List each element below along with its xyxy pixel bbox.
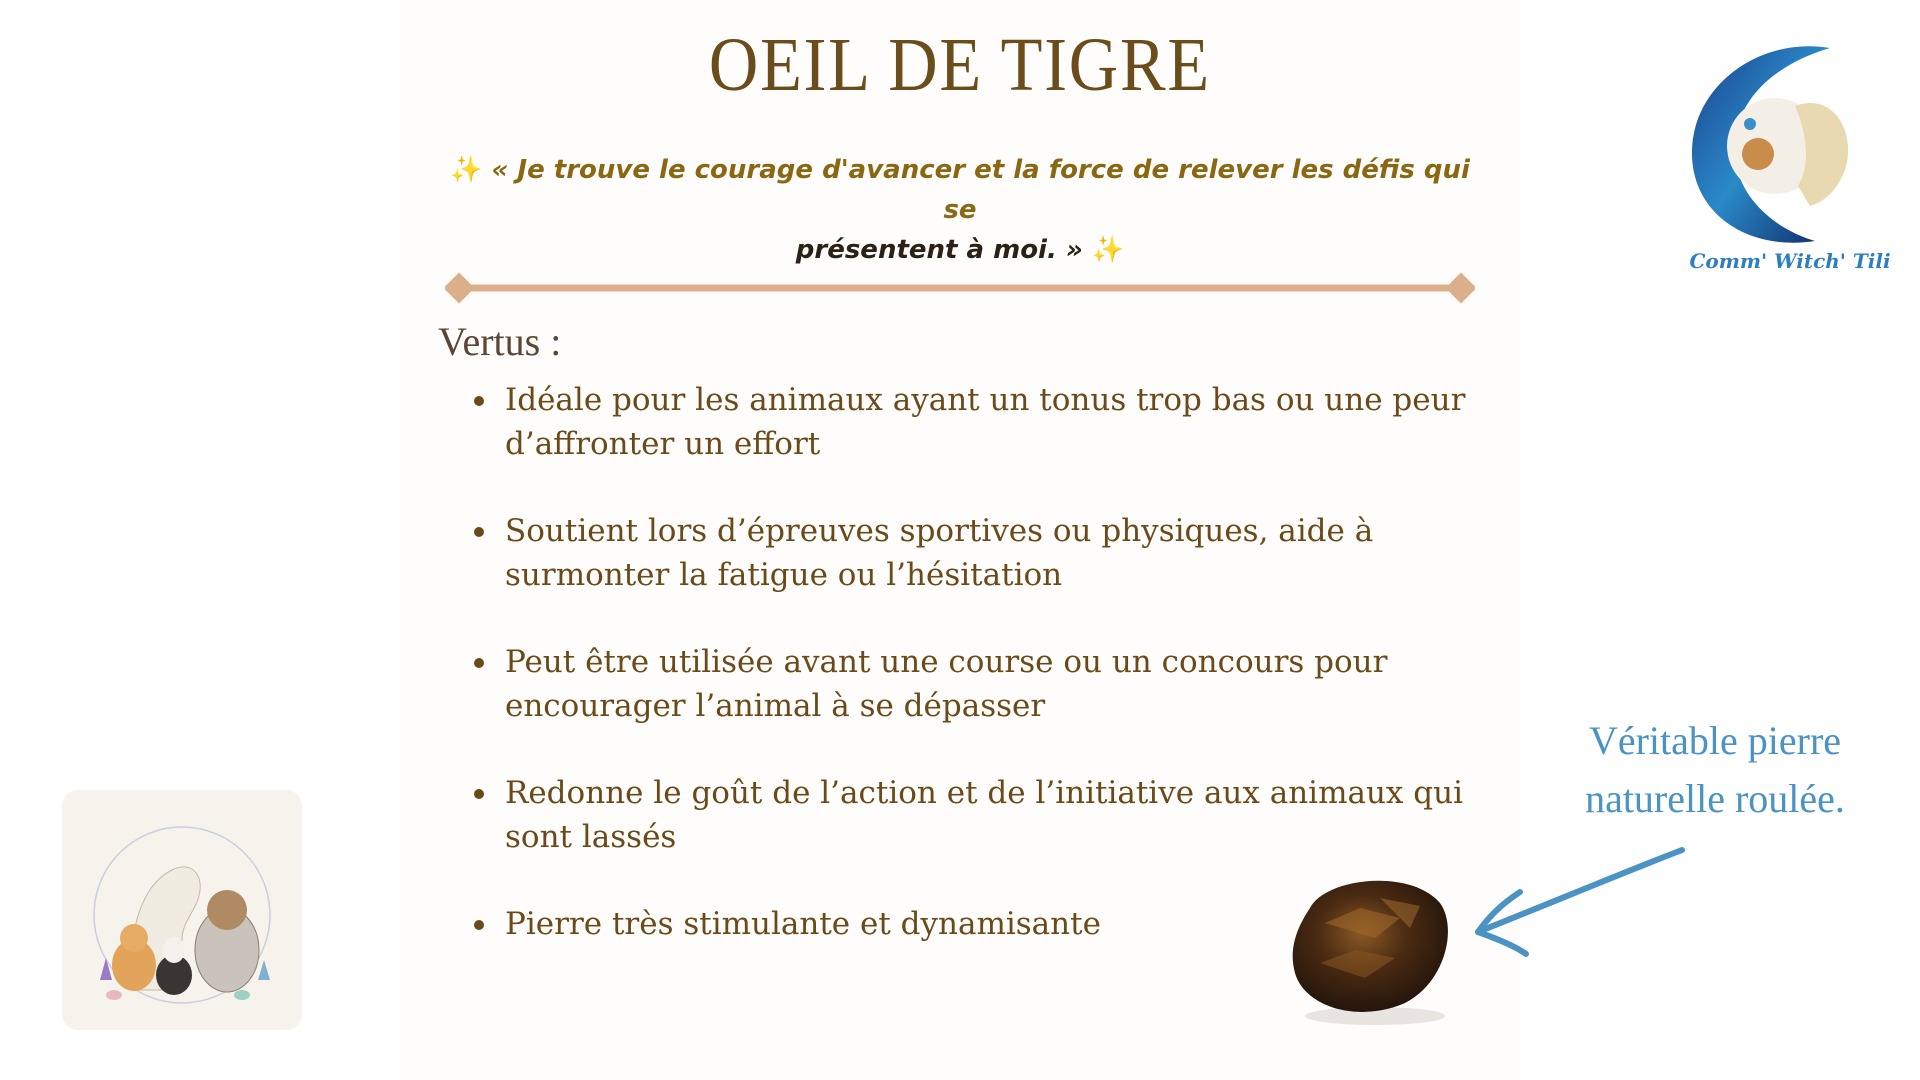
page-title: OEIL DE TIGRE <box>708 23 1212 107</box>
animals-illustration <box>62 790 302 1030</box>
sparkles-icon: ✨ <box>450 155 483 185</box>
quote-line-2: présentent à moi. » <box>795 235 1083 265</box>
list-item: Peut être utilisée avant une course ou un concours pour encourager l’animal à se dépasser <box>472 640 1512 728</box>
bullet-icon <box>474 527 484 537</box>
section-label-vertus: Vertus : <box>438 319 562 364</box>
logo-moon-icon <box>1680 36 1900 276</box>
list-item: Pierre très stimulante et dynamisante <box>472 902 1512 946</box>
list-item: Redonne le goût de l’action et de l’initiative aux animaux qui sont lassés <box>472 771 1512 859</box>
sparkles-icon: ✨ <box>1091 235 1125 265</box>
bullet-icon <box>474 658 484 668</box>
quote-line-1: « Je trouve le courage d'avancer et la force de relever les défis qui se <box>491 155 1470 225</box>
affirmation-quote <box>440 150 1480 270</box>
list-item: Idéale pour les animaux ayant un tonus trop bas ou une peur d’affronter un effort <box>472 378 1512 466</box>
stone-image <box>1280 868 1460 1028</box>
logo-text: Comm' Witch' Tili <box>1689 249 1891 273</box>
arrow-icon <box>1460 840 1700 970</box>
bullet-icon <box>474 920 484 930</box>
decorative-divider <box>445 271 1475 305</box>
list-item: Soutient lors d’épreuves sportives ou physiques, aide à surmonter la fatigue ou l’hésitation <box>472 509 1512 597</box>
stone-caption: Véritable pierre naturelle roulée. <box>1585 718 1845 821</box>
bullet-icon <box>474 396 484 406</box>
bullet-icon <box>474 789 484 799</box>
